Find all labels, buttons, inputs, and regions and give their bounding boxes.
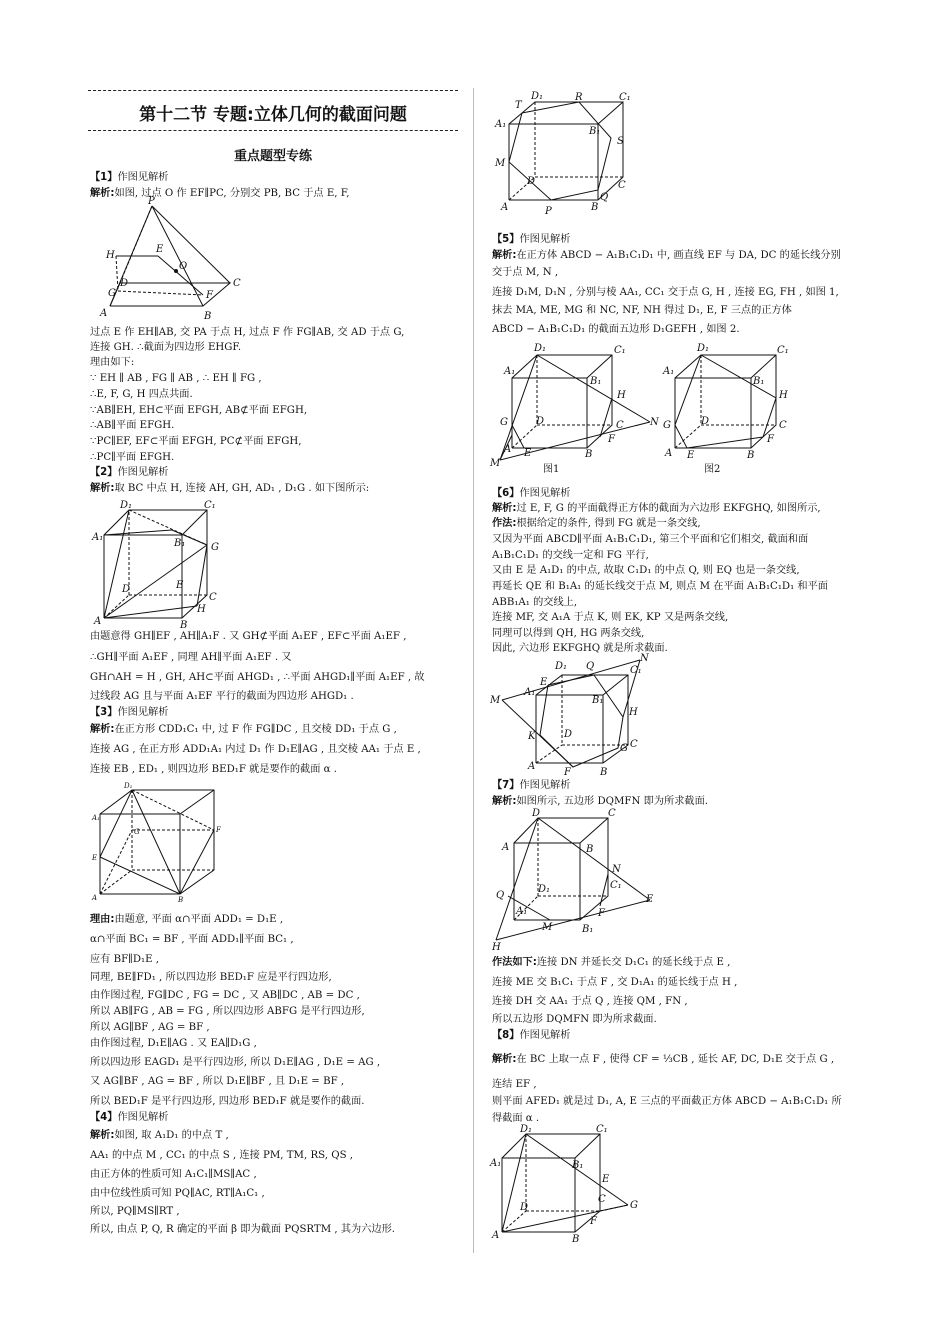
svg-text:P: P	[148, 196, 155, 207]
svg-text:B: B	[600, 767, 608, 778]
svg-text:D₁: D₁	[531, 91, 544, 102]
right-line: 连接 DH 交 AA₁ 于点 Q , 连接 QM , FN ,	[492, 996, 688, 1007]
right-line: 抹去 MA, ME, MG 和 NC, NF, NH 得过 D₁, E, F 三点的正方体	[492, 305, 792, 316]
svg-text:A: A	[100, 308, 108, 319]
left-line: 由作图过程, FG∥DC , FG = DC , 又 AB∥DC , AB = DC ,	[90, 990, 360, 1001]
figure-cube-2	[92, 500, 227, 631]
figure-caption-1: 图1	[543, 464, 560, 475]
svg-text:K: K	[528, 731, 536, 742]
right-line: 解析:过 E, F, G 的平面截得正方体的截面为六边形 EKFGHQ, 如图所示,	[492, 503, 821, 514]
svg-text:D: D	[122, 584, 131, 595]
left-line: 所以 AG∥BF , AG = BF ,	[90, 1022, 210, 1033]
left-line: 连接 AG , 在正方形 ADD₁A₁ 内过 D₁ 作 D₁E∥AG , 且交棱 AA₁ 于点 E ,	[90, 744, 421, 755]
svg-text:M: M	[490, 458, 501, 469]
svg-text:C: C	[616, 420, 624, 431]
svg-text:A₁: A₁	[490, 1158, 502, 1169]
svg-text:A₁: A₁	[524, 687, 536, 698]
left-line: 连接 GH. ∴截面为四边形 EHGF.	[90, 342, 242, 353]
svg-text:N: N	[650, 417, 659, 428]
svg-text:C₁: C₁	[204, 500, 216, 511]
svg-text:F: F	[216, 826, 221, 834]
svg-text:D₁: D₁	[555, 661, 568, 672]
svg-text:D: D	[564, 729, 573, 740]
right-line: ABB₁A₁ 的交线上,	[492, 597, 578, 608]
right-line: 【6】作图见解析	[492, 488, 571, 499]
svg-text:H: H	[197, 604, 206, 615]
left-line: 又 AG∥BF , AG = BF , 所以 D₁E∥BF , 且 D₁E = BF ,	[90, 1076, 345, 1087]
svg-text:A₁: A₁	[92, 532, 104, 543]
svg-text:C: C	[608, 808, 616, 819]
svg-text:A: A	[502, 842, 510, 853]
svg-text:B: B	[747, 450, 755, 461]
right-line: 解析:在正方体 ABCD − A₁B₁C₁D₁ 中, 画直线 EF 与 DA, DC 的延长线分别	[492, 250, 841, 261]
svg-text:G: G	[630, 1200, 638, 1211]
svg-text:B: B	[585, 449, 593, 460]
svg-text:B: B	[180, 620, 188, 631]
svg-text:E: E	[540, 677, 548, 688]
svg-text:H: H	[779, 390, 788, 401]
svg-text:C: C	[233, 278, 241, 289]
left-line: 解析:如图, 过点 O 作 EF∥PC, 分别交 PB, BC 于点 E, F,	[90, 188, 350, 199]
left-line: 所以, PQ∥MS∥RT ,	[90, 1206, 180, 1217]
svg-text:F: F	[590, 1216, 597, 1227]
right-line: 【5】作图见解析	[492, 234, 571, 245]
left-line: 【3】作图见解析	[90, 707, 169, 718]
right-line: 解析:在 BC 上取一点 F , 使得 CF = ⅓CB , 延长 AF, DC, D₁E 交于点 G ,	[492, 1054, 835, 1065]
svg-text:C: C	[598, 1194, 606, 1205]
left-line: 理由:由题意, 平面 α∩平面 ADD₁ = D₁E ,	[90, 914, 284, 925]
left-line: ∴PC∥平面 EFGH.	[90, 452, 175, 463]
figure-pyramid	[90, 198, 240, 323]
svg-text:C₁: C₁	[610, 880, 622, 891]
svg-text:A: A	[94, 616, 102, 627]
right-line: 连接 D₁M, D₁N , 分别与棱 AA₁, CC₁ 交于点 G, H , 连接 EG, FH , 如图 1,	[492, 287, 839, 298]
figure-cube-6	[490, 653, 660, 778]
left-line: 【2】作图见解析	[90, 467, 169, 478]
svg-text:G: G	[663, 420, 671, 431]
figure-cube-3	[92, 782, 222, 907]
svg-text:B₁: B₁	[174, 538, 186, 549]
right-line: 则平面 AFED₁ 就是过 D₁, A, E 三点的平面截正方体 ABCD − A₁B₁C₁D₁ 所	[492, 1096, 842, 1107]
svg-text:B₁: B₁	[582, 924, 594, 935]
svg-text:Q: Q	[586, 661, 595, 672]
svg-text:B: B	[178, 896, 184, 904]
svg-text:Q: Q	[600, 192, 609, 203]
svg-text:G: G	[500, 417, 508, 428]
left-line: ∴GH∥平面 A₁EF , 同理 AH∥平面 A₁EF . 又	[90, 652, 292, 663]
svg-text:B: B	[572, 1234, 580, 1245]
figure-caption-2: 图2	[704, 464, 721, 475]
svg-text:N: N	[612, 864, 621, 875]
right-line: 【8】作图见解析	[492, 1030, 571, 1041]
section-subtitle: 重点题型专练	[233, 149, 312, 164]
left-line: ∴E, F, G, H 四点共面.	[90, 389, 193, 400]
svg-text:A₁: A₁	[92, 814, 100, 822]
figure-5-1	[490, 340, 660, 470]
svg-text:A: A	[492, 1230, 500, 1241]
svg-text:B₁: B₁	[572, 1160, 584, 1171]
right-line: 连接 ME 交 B₁C₁ 于点 F , 交 D₁A₁ 的延长线于点 H ,	[492, 977, 738, 988]
svg-text:G: G	[620, 743, 628, 754]
svg-text:C: C	[630, 739, 638, 750]
svg-text:E: E	[524, 448, 532, 459]
svg-text:S: S	[617, 136, 624, 147]
right-line: 交于点 M, N ,	[492, 267, 559, 278]
svg-text:B₁: B₁	[590, 376, 602, 387]
svg-text:E: E	[602, 1174, 610, 1185]
svg-text:C: C	[209, 592, 217, 603]
svg-text:O: O	[179, 261, 188, 272]
svg-text:A: A	[92, 894, 98, 902]
svg-text:A₁: A₁	[516, 906, 528, 917]
svg-text:H: H	[617, 390, 626, 401]
svg-text:C₁: C₁	[777, 345, 789, 356]
svg-text:C₁: C₁	[614, 345, 626, 356]
svg-text:M: M	[490, 695, 501, 706]
left-line: 所以, 由点 P, Q, R 确定的平面 β 即为截面 PQSRTM , 其为六边形.	[90, 1224, 396, 1235]
right-line: 又由 E 是 A₁D₁ 的中点, 故取 C₁D₁ 的中点 Q, 则 EQ 也是一条交线,	[492, 565, 800, 576]
svg-text:A: A	[665, 448, 673, 459]
svg-text:A: A	[528, 761, 536, 772]
left-line: 过线段 AG 且与平面 A₁EF 平行的截面为四边形 AHGD₁ .	[90, 691, 354, 702]
top-dashed-rule	[88, 90, 458, 91]
svg-text:D₁: D₁	[538, 884, 551, 895]
svg-text:D: D	[701, 416, 710, 427]
left-line: ∵ EH ∥ AB , FG ∥ AB , ∴ EH ∥ FG ,	[90, 373, 262, 384]
svg-text:D₁: D₁	[520, 1124, 533, 1135]
svg-text:D₁: D₁	[124, 782, 133, 790]
svg-text:D: D	[527, 176, 536, 187]
svg-text:F: F	[608, 434, 615, 445]
right-line: 连结 EF ,	[492, 1079, 537, 1090]
svg-text:B₁: B₁	[589, 126, 601, 137]
figure-5-2	[663, 340, 803, 465]
svg-text:A₁: A₁	[663, 366, 675, 377]
right-line: 又因为平面 ABCD∥平面 A₁B₁C₁D₁, 第三个平面和它们相交, 截面和面	[492, 534, 809, 545]
svg-text:N: N	[640, 653, 649, 664]
svg-text:G: G	[134, 828, 140, 836]
left-line: GH∩AH = H , GH, AH⊂平面 AHGD₁ , ∴平面 AHGD₁∥平面 A₁EF , 故	[90, 672, 425, 683]
left-line: 由题意得 GH∥EF , AH∥A₁F . 又 GH⊄平面 A₁EF , EF⊂平面 A₁EF ,	[90, 631, 407, 642]
figure-cube-8	[490, 1126, 650, 1244]
svg-text:D: D	[532, 808, 541, 819]
right-line: 解析:如图所示, 五边形 DQMFN 即为所求截面.	[492, 796, 709, 807]
svg-text:E: E	[92, 854, 98, 862]
svg-text:G: G	[211, 542, 219, 553]
svg-text:B₁: B₁	[592, 695, 604, 706]
svg-text:D: D	[120, 278, 129, 289]
svg-text:A₁: A₁	[504, 366, 516, 377]
svg-text:D: D	[536, 416, 545, 427]
right-line: 作法:根据给定的条件, 得到 FG 就是一条交线,	[492, 518, 701, 529]
svg-text:D₁: D₁	[534, 343, 547, 354]
svg-text:E: E	[687, 450, 695, 461]
svg-text:M: M	[542, 922, 553, 933]
left-line: 应有 BF∥D₁E ,	[90, 954, 160, 965]
svg-text:B₁: B₁	[753, 376, 765, 387]
svg-text:E: E	[646, 894, 654, 905]
svg-text:P: P	[545, 206, 552, 217]
left-line: 【4】作图见解析	[90, 1112, 169, 1123]
svg-text:A₁: A₁	[495, 119, 507, 130]
svg-text:C: C	[779, 420, 787, 431]
svg-text:F: F	[767, 434, 774, 445]
right-line: 同理可以得到 QH, HG 两条交线,	[492, 628, 645, 639]
left-line: 解析:取 BC 中点 H, 连接 AH, GH, AD₁ , D₁G . 如下图所示:	[90, 483, 370, 494]
left-line: α∩平面 BC₁ = BF , 平面 ADD₁∥平面 BC₁ ,	[90, 934, 294, 945]
left-line: 由作图过程, D₁E∥AG . 又 EA∥D₁G ,	[90, 1038, 257, 1049]
right-line: 【7】作图见解析	[492, 780, 571, 791]
svg-text:A: A	[501, 202, 509, 213]
bottom-dashed-rule	[88, 130, 458, 131]
figure-cube-4	[495, 92, 635, 217]
svg-text:G: G	[108, 288, 116, 299]
svg-text:H: H	[106, 250, 115, 261]
left-line: ∵PC∥EF, EF⊂平面 EFGH, PC⊄平面 EFGH,	[90, 436, 302, 447]
right-line: ABCD − A₁B₁C₁D₁ 的截面五边形 D₁GEFH , 如图 2.	[492, 324, 740, 335]
svg-text:D₁: D₁	[697, 343, 710, 354]
svg-text:Q: Q	[496, 890, 505, 901]
left-line: ∴AB∥平面 EFGH.	[90, 420, 175, 431]
svg-text:C₁: C₁	[619, 92, 631, 103]
left-line: 【1】作图见解析	[90, 172, 169, 183]
svg-text:M: M	[495, 158, 506, 169]
right-line: A₁B₁C₁D₁ 的交线一定和 FG 平行,	[492, 550, 649, 561]
right-line: 作法如下:连接 DN 并延长交 D₁C₁ 的延长线于点 E ,	[492, 957, 731, 968]
svg-text:H: H	[492, 942, 501, 953]
left-line: 解析:在正方形 CDD₁C₁ 中, 过 F 作 FG∥DC , 且交棱 DD₁ 于点 G ,	[90, 724, 397, 735]
svg-text:E: E	[176, 580, 184, 591]
left-line: ∵AB∥EH, EH⊂平面 EFGH, AB⊄平面 EFGH,	[90, 405, 308, 416]
left-line: 所以 AB∥FG , AB = FG , 所以四边形 ABFG 是平行四边形,	[90, 1006, 365, 1017]
figure-cube-7	[490, 808, 660, 953]
svg-text:H: H	[629, 707, 638, 718]
left-line: 所以 BED₁F 是平行四边形, 四边形 BED₁F 就是要作的截面.	[90, 1096, 365, 1107]
left-line: AA₁ 的中点 M , CC₁ 的中点 S , 连接 PM, TM, RS, QS ,	[90, 1150, 354, 1161]
right-line: 所以五边形 DQMFN 即为所求截面.	[492, 1014, 657, 1025]
right-line: 得截面 α .	[492, 1113, 540, 1124]
right-line: 再延长 QE 和 B₁A₁ 的延长线交于点 M, 则点 M 在平面 A₁B₁C₁D₁ 和平面	[492, 581, 828, 592]
svg-text:A: A	[504, 444, 512, 455]
svg-text:F: F	[598, 908, 605, 919]
page-title: 第十二节 专题:立体几何的截面问题	[139, 105, 407, 125]
svg-text:C₁: C₁	[630, 665, 642, 676]
svg-text:E: E	[156, 244, 164, 255]
svg-text:B: B	[591, 202, 599, 213]
left-line: 同理, BE∥FD₁ , 所以四边形 BED₁F 应是平行四边形,	[90, 972, 332, 983]
right-line: 连接 MF, 交 A₁A 于点 K, 则 EK, KP 又是两条交线,	[492, 612, 729, 623]
svg-text:C₁: C₁	[596, 1124, 608, 1135]
column-divider	[473, 88, 474, 1253]
svg-text:B: B	[586, 844, 594, 855]
svg-text:R: R	[575, 92, 583, 103]
left-line: 由中位线性质可知 PQ∥AC, RT∥A₁C₁ ,	[90, 1188, 265, 1199]
left-line: 过点 E 作 EH∥AB, 交 PA 于点 H, 过点 F 作 FG∥AB, 交 AD 于点 G,	[90, 327, 405, 338]
svg-text:F: F	[564, 767, 571, 778]
left-line: 理由如下:	[90, 357, 135, 368]
svg-text:D: D	[520, 1202, 529, 1213]
right-line: 因此, 六边形 EKFGHQ 就是所求截面.	[492, 643, 668, 654]
svg-text:T: T	[515, 100, 522, 111]
svg-text:D₁: D₁	[120, 500, 133, 511]
svg-text:C: C	[618, 180, 626, 191]
left-line: 解析:如图, 取 A₁D₁ 的中点 T ,	[90, 1130, 229, 1141]
left-line: 所以四边形 EAGD₁ 是平行四边形, 所以 D₁E∥AG , D₁E = AG ,	[90, 1057, 381, 1068]
left-line: 连接 EB , ED₁ , 则四边形 BED₁F 就是要作的截面 α .	[90, 764, 338, 775]
left-line: 由正方体的性质可知 A₁C₁∥MS∥AC ,	[90, 1169, 257, 1180]
svg-text:B: B	[204, 311, 212, 322]
svg-text:F: F	[206, 290, 213, 301]
